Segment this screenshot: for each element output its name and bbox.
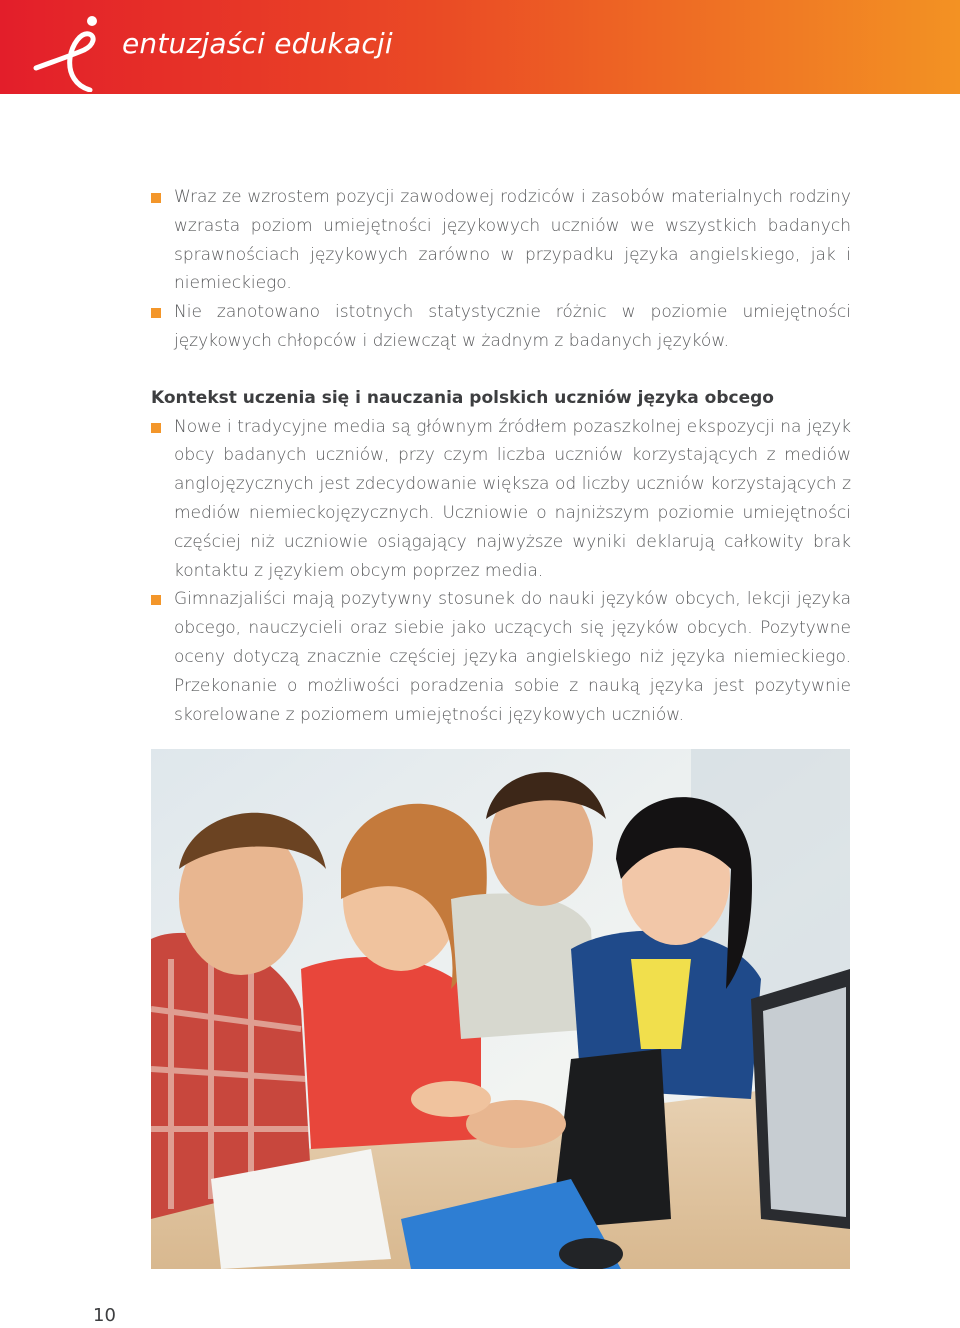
page-number: 10: [93, 1305, 116, 1326]
main-content: [151, 183, 851, 729]
swoosh-e-logo-icon: [32, 12, 112, 92]
bullet-text: Gimnazjaliści mają pozytywny stosunek do nauki języków obcych, lekcji języka obcego, nauczycieli oraz siebie jako uczących się języków obcych. Pozytywne oceny dotyczą znacznie częściej języka angielskiego niż języka niemieckiego. Przekonanie o możliwości poradzenia sobie z nauką języka jest pozytywnie skorelowane z poziomem umiejętności językowych uczniów.: [174, 589, 851, 725]
bullet-text: Nowe i tradycyjne media są głównym źródłem pozaszkolnej ekspozycji na język obcy badanych uczniów, przy czym liczba uczniów korzystających z mediów anglojęzycznych jest zdecydowanie większa od liczby uczniów korzystających z mediów niemieckojęzycznych. Uczniowie o najniższym poziomie umiejętności częściej niż uczniowie osiągający najwyższe wyniki deklarują całkowity brak kontaktu z językiem obcym poprzez media.: [174, 416, 851, 581]
bullet-square-icon: [151, 595, 161, 605]
header-banner: [0, 0, 960, 94]
section-bullet-list: [151, 413, 851, 730]
list-item: [151, 585, 851, 729]
list-item: [151, 413, 851, 586]
section-heading: Kontekst uczenia się i nauczania polskich uczniów języka obcego: [151, 387, 774, 408]
bullet-text: Nie zanotowano istotnych statystycznie różnic w poziomie umiejętności językowych chłopców i dziewcząt w żadnym z badanych języków.: [174, 302, 851, 351]
bullet-square-icon: [151, 423, 161, 433]
bullet-square-icon: [151, 308, 161, 318]
students-at-computer-illustration: [151, 749, 850, 1269]
intro-bullet-list: [151, 183, 851, 356]
list-item: [151, 183, 851, 298]
bullet-text: Wraz ze wzrostem pozycji zawodowej rodziców i zasobów materialnych rodziny wzrasta poziom umiejętności językowych uczniów we wszystkich badanych sprawnościach językowych zarówno w przypadku języka angielskiego, jak i niemieckiego.: [174, 187, 851, 294]
students-photo: [151, 749, 850, 1269]
bullet-square-icon: [151, 193, 161, 203]
header-title: entuzjaści edukacji: [122, 27, 393, 60]
list-item: [151, 298, 851, 356]
